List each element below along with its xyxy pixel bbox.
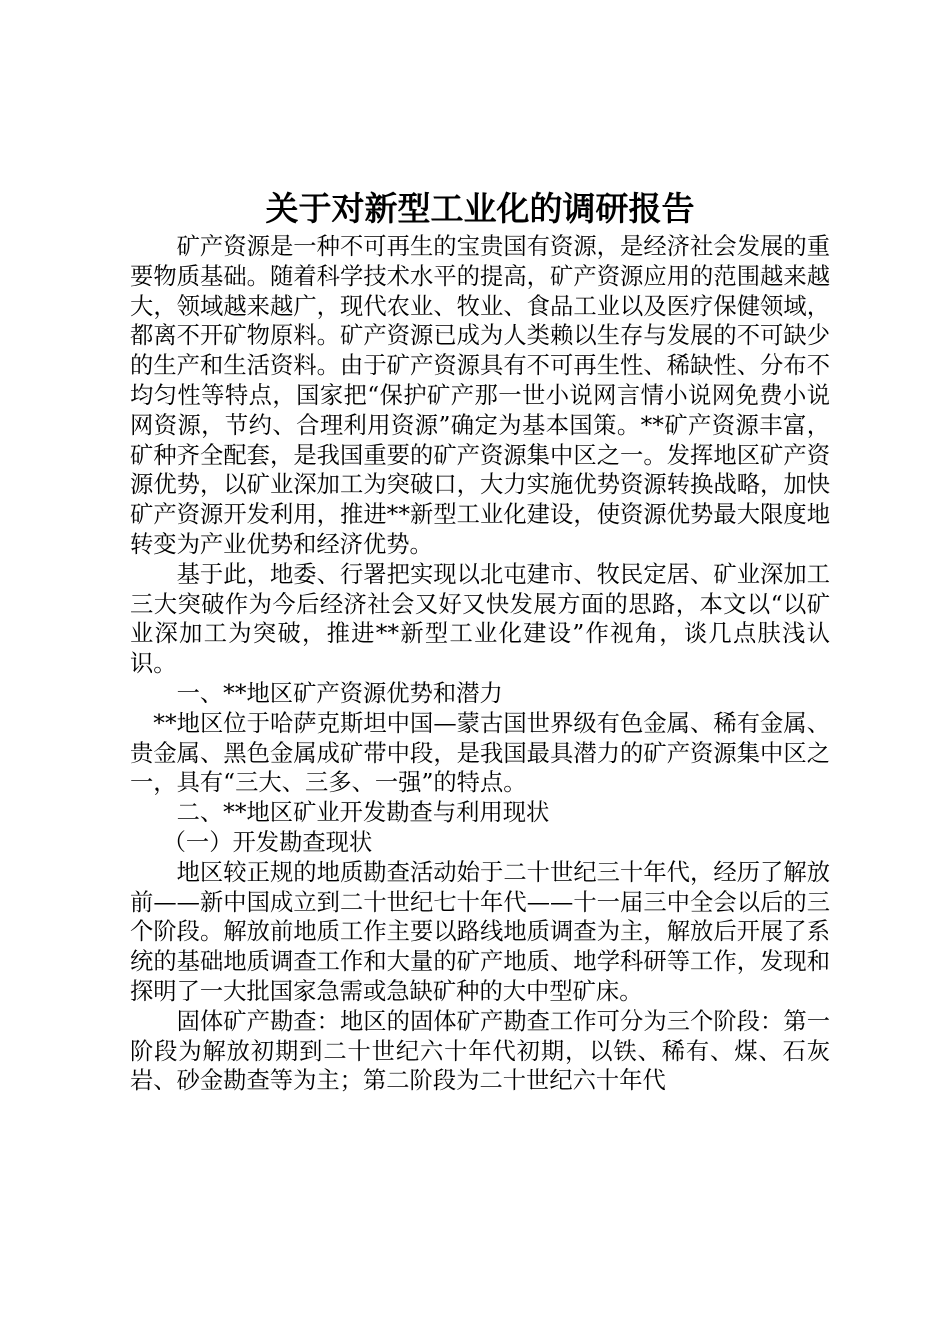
paragraph-basis: 基于此，地委、行署把实现以北屯建市、牧民定居、矿业深加工三大突破作为今后经济社会又好又快发展方面的思路，本文以“以矿业深加工为突破，推进**新型工业化建设”作视角，谈几点肤浅认识。 xyxy=(130,560,830,678)
subsection-heading-1: （一）开发勘查现状 xyxy=(162,828,373,856)
paragraph-history: 地区较正规的地质勘查活动始于二十世纪三十年代，经历了解放前——新中国成立到二十世纪七十年代——十一届三中全会以后的三个阶段。解放前地质工作主要以路线地质调查为主，解放后开展了系统的基础地质调查工作和大量的矿产地质、地学科研等工作，发现和探明了一大批国家急需或急缺矿种的大中型矿床。 xyxy=(130,858,830,1005)
paragraph-location: **地区位于哈萨克斯坦中国—蒙古国世界级有色金属、稀有金属、贵金属、黑色金属成矿带中段，是我国最具潜力的矿产资源集中区之一，具有“三大、三多、一强”的特点。 xyxy=(130,709,830,797)
paragraph-solid-minerals: 固体矿产勘查：地区的固体矿产勘查工作可分为三个阶段：第一阶段为解放初期到二十世纪六十年代初期，以铁、稀有、煤、石灰岩、砂金勘查等为主；第二阶段为二十世纪六十年代 xyxy=(130,1007,830,1095)
paragraph-intro: 矿产资源是一种不可再生的宝贵国有资源，是经济社会发展的重要物质基础。随着科学技术水平的提高，矿产资源应用的范围越来越大，领域越来越广，现代农业、牧业、食品工业以及医疗保健领域，都离不开矿物原料。矿产资源已成为人类赖以生存与发展的不可缺少的生产和生活资料。由于矿产资源具有不可再生性、稀缺性、分布不均匀性等特点，国家把“保护矿产那一世小说网言情小说网免费小说网资源，节约、合理利用资源”确定为基本国策。**矿产资源丰富，矿种齐全配套，是我国重要的矿产资源集中区之一。发挥地区矿产资源优势，以矿业深加工为突破口，大力实施优势资源转换战略，加快矿产资源开发利用，推进**新型工业化建设，使资源优势最大限度地转变为产业优势和经济优势。 xyxy=(130,233,830,558)
section-heading-2: 二、**地区矿业开发勘查与利用现状 xyxy=(176,799,550,827)
section-heading-1: 一、**地区矿产资源优势和潜力 xyxy=(176,679,503,707)
document-page xyxy=(130,186,830,1096)
document-title: 关于对新型工业化的调研报告 xyxy=(265,189,695,228)
